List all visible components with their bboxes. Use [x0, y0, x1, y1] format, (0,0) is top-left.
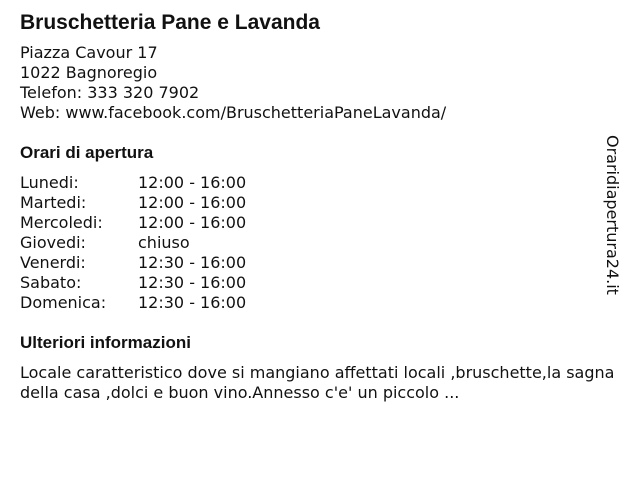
- hours-heading: Orari di apertura: [20, 143, 154, 162]
- hours-row-sunday: [20, 293, 610, 313]
- info-heading: Ulteriori informazioni: [20, 333, 191, 352]
- address-block: [20, 43, 610, 123]
- time-value: 12:00 - 16:00: [138, 193, 247, 212]
- time-value: 12:30 - 16:00: [138, 293, 247, 312]
- hours-row-saturday: [20, 273, 610, 293]
- hours-row-tuesday: [20, 193, 610, 213]
- day-label: Venerdi:: [20, 253, 86, 272]
- hours-row-monday: [20, 173, 610, 193]
- time-value: 12:00 - 16:00: [138, 213, 247, 232]
- website-link[interactable]: Web: www.facebook.com/BruschetteriaPaneLavanda/: [20, 103, 447, 122]
- time-value: 12:30 - 16:00: [138, 253, 247, 272]
- day-label: Martedi:: [20, 193, 87, 212]
- day-label: Giovedi:: [20, 233, 86, 252]
- info-description: Locale caratteristico dove si mangiano affettati locali ,bruschette,la sagna della casa ,dolci e buon vino.Annesso c'e' un piccolo ...: [20, 363, 615, 402]
- hours-row-wednesday: [20, 213, 610, 233]
- hours-row-thursday: [20, 233, 610, 253]
- phone-number: Telefon: 333 320 7902: [20, 83, 200, 102]
- hours-row-friday: [20, 253, 610, 273]
- day-label: Sabato:: [20, 273, 82, 292]
- time-value: 12:30 - 16:00: [138, 273, 247, 292]
- business-name: Bruschetteria Pane e Lavanda: [20, 11, 320, 34]
- day-label: Lunedi:: [20, 173, 79, 192]
- city-address: 1022 Bagnoregio: [20, 63, 158, 82]
- time-value: chiuso: [138, 233, 190, 252]
- brand-watermark: Oraridiapertura24.it: [603, 135, 622, 295]
- time-value: 12:00 - 16:00: [138, 173, 247, 192]
- day-label: Domenica:: [20, 293, 107, 312]
- day-label: Mercoledi:: [20, 213, 103, 232]
- hours-table: [20, 173, 610, 313]
- street-address: Piazza Cavour 17: [20, 43, 158, 62]
